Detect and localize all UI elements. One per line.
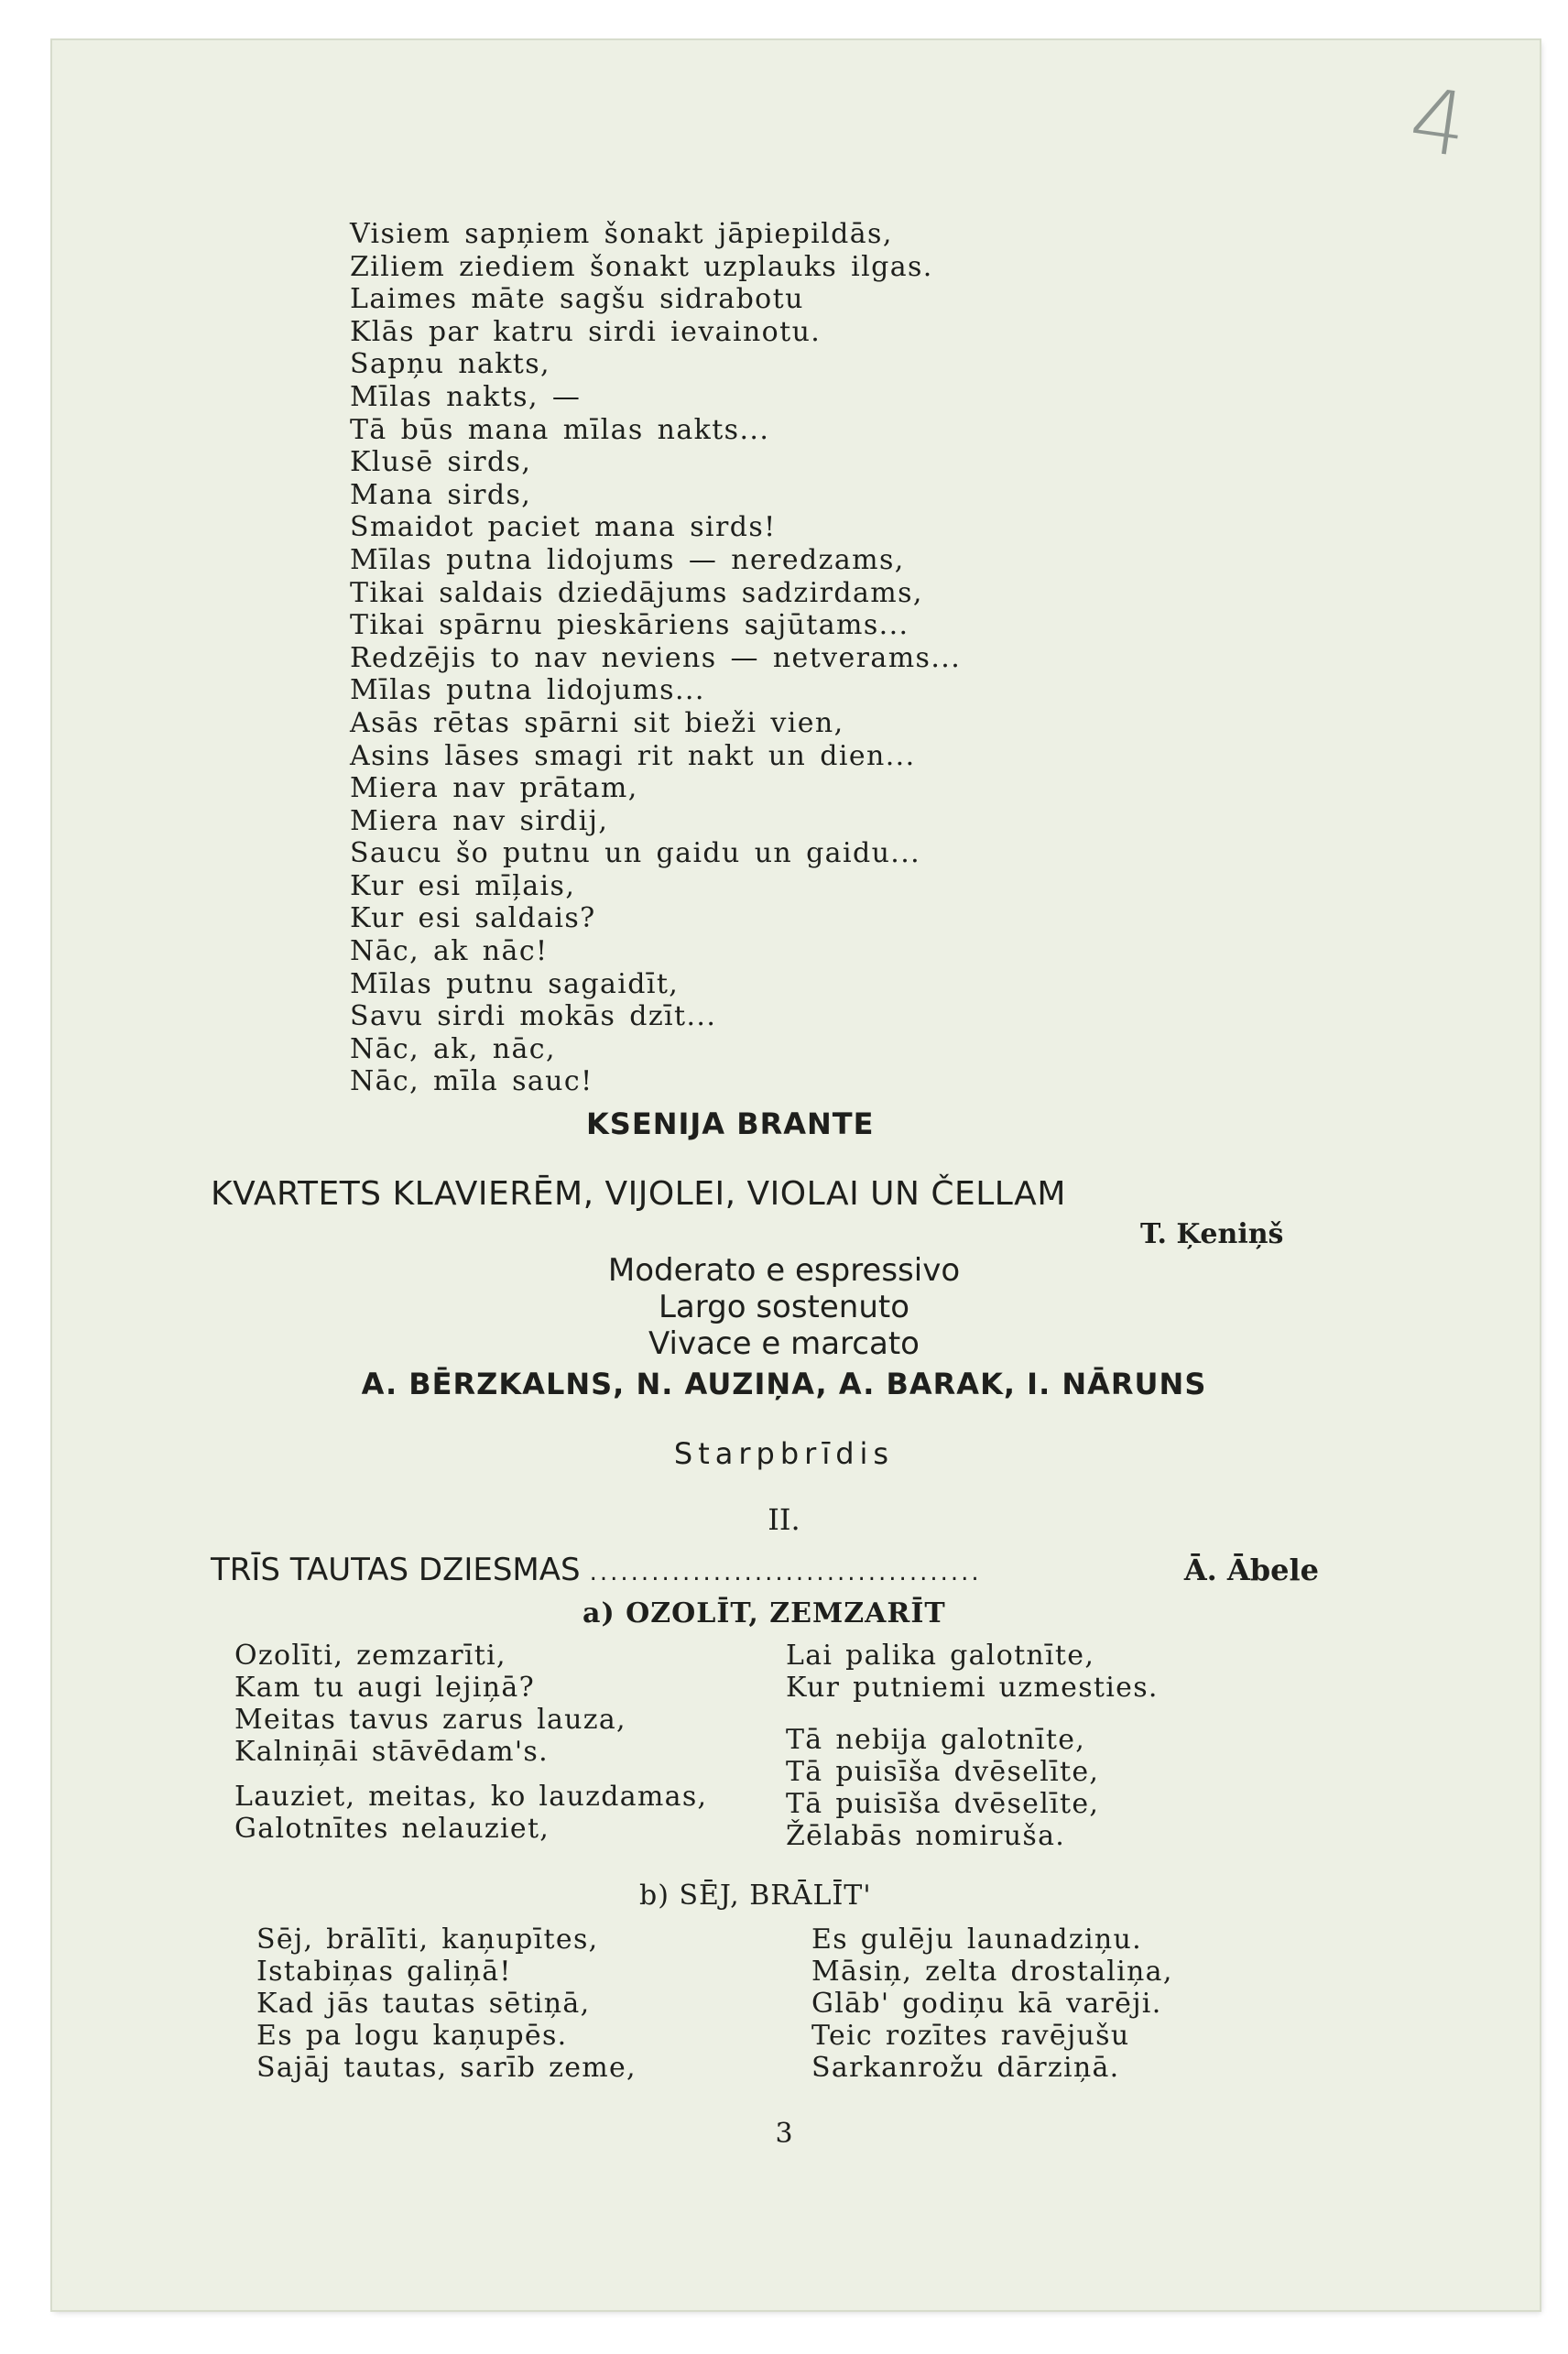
poem-line: Asins lāses smagi rit nakt un dien...	[350, 739, 916, 772]
song-a-right-column	[786, 1640, 1159, 1852]
song-b-right-column	[811, 1924, 1173, 2084]
poem-line: Miera nav sirdij,	[350, 804, 609, 837]
verse-line: Ozolīti, zemzarīti,	[234, 1640, 506, 1672]
verse-line: Galotnītes nelauziet,	[234, 1813, 550, 1845]
verse-line: Lauziet, meitas, ko lauzdamas,	[234, 1781, 708, 1813]
poem-line: Mīlas putna lidojums...	[350, 674, 705, 707]
verse-line: Meitas tavus zarus lauza,	[234, 1704, 626, 1736]
verse-line: Sajāj tautas, sarīb zeme,	[256, 2052, 637, 2084]
verse-line: Es gulēju launadziņu.	[811, 1924, 1142, 1956]
intermission: Starpbrīdis	[673, 1436, 895, 1471]
verse-line: Tā puisīša dvēselīte,	[786, 1756, 1100, 1788]
poem-line: Saucu šo putnu un gaidu un gaidu...	[350, 837, 921, 870]
verse-line: Istabiņas galiņā!	[256, 1956, 512, 1988]
verse-line: Sarkanrožu dārziņā.	[811, 2052, 1120, 2084]
poem-line: Klās par katru sirdi ievainotu.	[350, 315, 822, 348]
verse-line: Teic rozītes ravējušu	[811, 2020, 1130, 2052]
poem-line: Nāc, ak, nāc,	[350, 1032, 556, 1065]
poem-line: Mana sirds,	[350, 478, 532, 511]
song-a-heading: a) OZOLĪT, ZEMZARĪT	[583, 1597, 946, 1629]
poem-line: Laimes māte sagšu sidrabotu	[350, 283, 804, 316]
poem-line: Tikai spārnu pieskāriens sajūtams...	[350, 609, 909, 642]
poem-line: Tikai saldais dziedājums sadzirdams,	[350, 576, 923, 609]
handwritten-folio-number: 4	[1403, 68, 1474, 178]
song-b-heading: b) SĒJ, BRĀLĪT'	[639, 1880, 872, 1912]
poem-performer: KSENIJA BRANTE	[586, 1106, 875, 1141]
verse-line: Māsiņ, zelta drostaliņa,	[811, 1956, 1173, 1988]
verse-line: Kur putniemi uzmesties.	[786, 1672, 1159, 1704]
quartet-title: KVARTETS KLAVIERĒM, VIJOLEI, VIOLAI UN ČELLAM	[211, 1175, 1066, 1213]
poem-line: Mīlas putna lidojums — neredzams,	[350, 543, 905, 576]
verse-line: Kalniņāi stāvēdam's.	[234, 1736, 549, 1768]
verse-line: Glāb' godiņu kā varēji.	[811, 1988, 1162, 2020]
poem-line: Mīlas nakts, —	[350, 380, 582, 413]
poem-line: Nāc, ak nāc!	[350, 935, 549, 968]
poem-text	[350, 218, 961, 1098]
poem-line: Tā būs mana mīlas nakts...	[350, 413, 770, 446]
poem-line: Asās rētas spārni sit bieži vien,	[350, 706, 844, 739]
verse-line: Tā nebija galotnīte,	[786, 1724, 1086, 1756]
song-b-left-column	[256, 1924, 637, 2084]
songs-title-row	[211, 1552, 1319, 1588]
movement: Vivace e marcato	[648, 1325, 920, 1362]
verse-line: Lai palika galotnīte,	[786, 1640, 1095, 1672]
quartet-composer: T. Ķeniņš	[1140, 1218, 1284, 1250]
leader-dots: ......................................	[589, 1559, 982, 1586]
verse-line: Tā puisīša dvēselīte,	[786, 1788, 1100, 1820]
verse-line: Kad jās tautas sētiņā,	[256, 1988, 591, 2020]
song-a-left-column	[234, 1640, 707, 1845]
movement: Largo sostenuto	[658, 1289, 910, 1325]
verse-line: Žēlabās nomiruša.	[786, 1820, 1066, 1852]
verse-line: Sēj, brālīti, kaņupītes,	[256, 1924, 599, 1956]
poem-line: Klusē sirds,	[350, 446, 532, 479]
verse-line: Es pa logu kaņupēs.	[256, 2020, 568, 2052]
poem-line: Visiem sapņiem šonakt jāpiepildās,	[350, 218, 893, 250]
poem-line: Sapņu nakts,	[350, 348, 550, 381]
quartet-performers: A. BĒRZKALNS, N. AUZIŅA, A. BARAK, I. NĀRUNS	[361, 1367, 1207, 1401]
poem-line: Ziliem ziediem šonakt uzplauks ilgas.	[350, 250, 933, 283]
songs-title: TRĪS TAUTAS DZIESMAS	[211, 1552, 581, 1588]
poem-line: Kur esi mīļais,	[350, 869, 576, 902]
poem-line: Mīlas putnu sagaidīt,	[350, 967, 680, 1000]
poem-line: Miera nav prātam,	[350, 772, 638, 805]
movement: Moderato e espressivo	[607, 1252, 961, 1289]
verse-line: Kam tu augi lejiņā?	[234, 1672, 535, 1704]
poem-line: Smaidot paciet mana sirds!	[350, 511, 777, 544]
part-number: II.	[768, 1502, 800, 1537]
poem-line: Savu sirdi mokās dzīt...	[350, 1000, 717, 1033]
poem-line: Nāc, mīla sauc!	[350, 1065, 593, 1098]
songs-composer: Ā. Ābele	[1183, 1553, 1319, 1587]
poem-line: Kur esi saldais?	[350, 902, 596, 935]
poem-line: Redzējis to nav neviens — netverams...	[350, 641, 962, 674]
page-number: 3	[775, 2118, 793, 2150]
quartet-movements	[0, 1252, 1568, 1362]
